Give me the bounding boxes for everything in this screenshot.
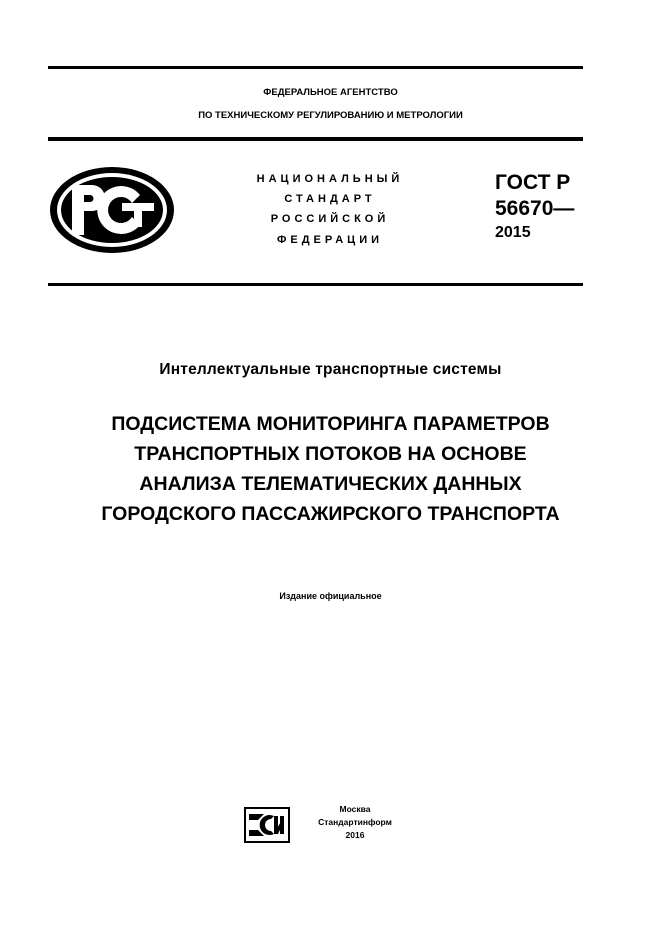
agency-line-2: ПО ТЕХНИЧЕСКОМУ РЕГУЛИРОВАНИЮ И МЕТРОЛОГИИ: [198, 110, 463, 121]
gost-r-logo-icon: [48, 165, 176, 255]
national-line-3: РОССИЙСКОЙ: [270, 213, 390, 225]
publisher-year: 2016: [345, 830, 365, 840]
gost-code-line-2: 56670—: [495, 197, 575, 220]
document-subtitle: Интеллектуальные транспортные системы: [159, 361, 502, 378]
national-line-2: СТАНДАРТ: [284, 193, 376, 205]
gost-code-line-3: 2015: [495, 224, 531, 241]
gost-code-line-1: ГОСТ Р: [495, 171, 571, 194]
document-title-line-4: ГОРОДСКОГО ПАССАЖИРСКОГО ТРАНСПОРТА: [101, 503, 560, 525]
publisher-name: Стандартинформ: [318, 817, 392, 827]
national-line-4: ФЕДЕРАЦИИ: [276, 234, 384, 246]
standartinform-logo-icon: [244, 807, 290, 843]
document-title-line-2: ТРАНСПОРТНЫХ ПОТОКОВ НА ОСНОВЕ: [134, 443, 527, 465]
national-line-1: НАЦИОНАЛЬНЫЙ: [256, 173, 404, 185]
edition-label: Издание официальное: [279, 591, 382, 601]
standard-rule: [48, 283, 583, 286]
document-title-line-3: АНАЛИЗА ТЕЛЕМАТИЧЕСКИХ ДАННЫХ: [139, 473, 522, 495]
agency-line-1: ФЕДЕРАЛЬНОЕ АГЕНТСТВО: [263, 87, 398, 98]
header-rule: [48, 137, 583, 141]
document-title-line-1: ПОДСИСТЕМА МОНИТОРИНГА ПАРАМЕТРОВ: [111, 413, 550, 435]
publisher-city: Москва: [339, 804, 371, 814]
top-rule: [48, 66, 583, 69]
